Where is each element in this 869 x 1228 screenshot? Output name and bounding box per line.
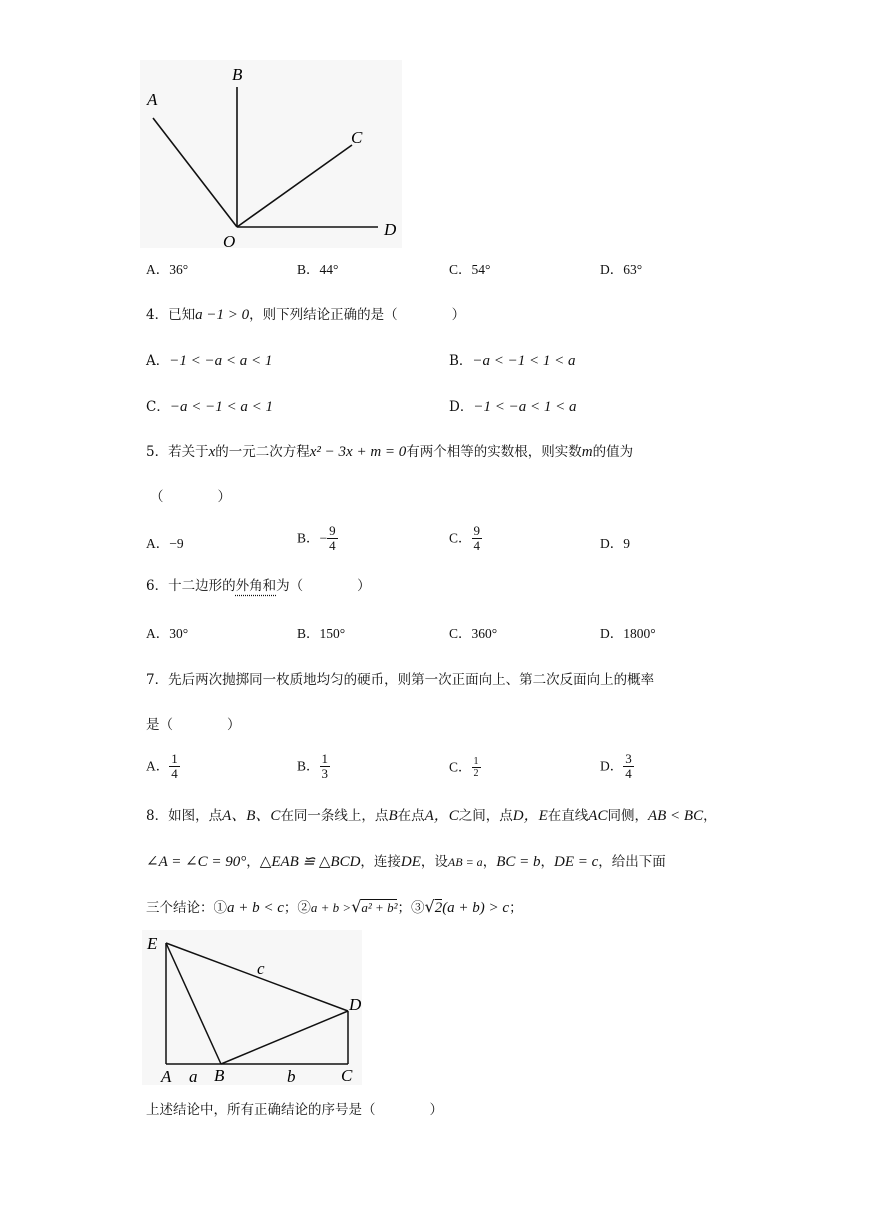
q7-option-a[interactable]: A． $\frac{1}{4}$ <box>146 751 178 781</box>
q4-option-c[interactable]: C．−a < −1 < a < 1 <box>146 399 273 415</box>
q3-option-b[interactable]: B．44° <box>297 262 339 277</box>
label-c-length: c <box>257 959 265 978</box>
q4-option-d[interactable]: D．−1 < −a < 1 < a <box>449 399 577 415</box>
label-c: C <box>341 1066 353 1085</box>
q8-stem-line2: ∠A = ∠C = 90°，△EAB ≌ △BCD，连接DE，设AB = a，BC = b，DE = c，给出下面 <box>146 854 666 870</box>
label-o: O <box>223 232 236 251</box>
q4-option-a[interactable]: A．−1 < −a < a < 1 <box>146 353 273 369</box>
label-d: D <box>384 220 397 239</box>
q3-option-a[interactable]: A．36° <box>146 262 189 277</box>
label-b: B <box>232 65 243 84</box>
label-a-length: a <box>189 1067 198 1086</box>
label-a: A <box>161 1067 172 1086</box>
q4-option-b[interactable]: B．−a < −1 < 1 < a <box>449 353 576 369</box>
q6-option-d[interactable]: D．1800° <box>600 626 656 641</box>
triangle-figure <box>142 930 370 1090</box>
emphasis-text: 外角和 <box>235 578 277 594</box>
q3-option-c[interactable]: C．54° <box>449 262 491 277</box>
label-c: C <box>351 128 363 147</box>
angle-figure <box>140 60 410 255</box>
q8-stem-line3: 三个结论：①a + b < c；②a + b >√a² + b²；③√2(a + b) > c； <box>146 897 523 916</box>
label-b-length: b <box>287 1067 296 1086</box>
q7-option-c[interactable]: C． $\frac{1}{2}$ <box>449 756 479 779</box>
label-e: E <box>147 934 158 953</box>
q5-option-c[interactable]: C． $\frac{9}{4}$ <box>449 523 481 553</box>
q7-option-d[interactable]: D． $\frac{3}{4}$ <box>600 751 632 781</box>
q5-option-a[interactable]: A．−9 <box>146 536 184 551</box>
q3-option-d[interactable]: D．63° <box>600 262 643 277</box>
q8-stem-line1: 8．如图，点A、B、C在同一条线上，点B在点A，C之间，点D，E在直线AC同侧，AB < BC， <box>146 808 717 824</box>
q6-option-c[interactable]: C．360° <box>449 626 498 641</box>
label-b: B <box>214 1066 225 1085</box>
q5-stem: 5．若关于x的一元二次方程x² − 3x + m = 0有两个相等的实数根，则实数m的值为 <box>146 444 634 460</box>
q6-option-b[interactable]: B．150° <box>297 626 346 641</box>
q8-closing: 上述结论中，所有正确结论的序号是（ ） <box>146 1102 443 1118</box>
q4-stem: 4．已知a −1 > 0，则下列结论正确的是（ ） <box>146 307 466 323</box>
q7-option-b[interactable]: B． $\frac{1}{3}$ <box>297 751 329 781</box>
label-d: D <box>349 995 362 1014</box>
q7-stem-line2: 是（ ） <box>146 717 241 733</box>
q5-option-b[interactable]: B．− $\frac{9}{4}$ <box>297 523 336 553</box>
q5-bracket: （ ） <box>150 489 231 505</box>
label-a: A <box>147 90 158 109</box>
q6-stem: 6．十二边形的外角和为（ ） <box>146 578 371 594</box>
q7-stem-line1: 7．先后两次抛掷同一枚质地均匀的硬币，则第一次正面向上、第二次反面向上的概率 <box>146 672 655 688</box>
q6-option-a[interactable]: A．30° <box>146 626 189 641</box>
q5-option-d[interactable]: D．9 <box>600 536 630 551</box>
